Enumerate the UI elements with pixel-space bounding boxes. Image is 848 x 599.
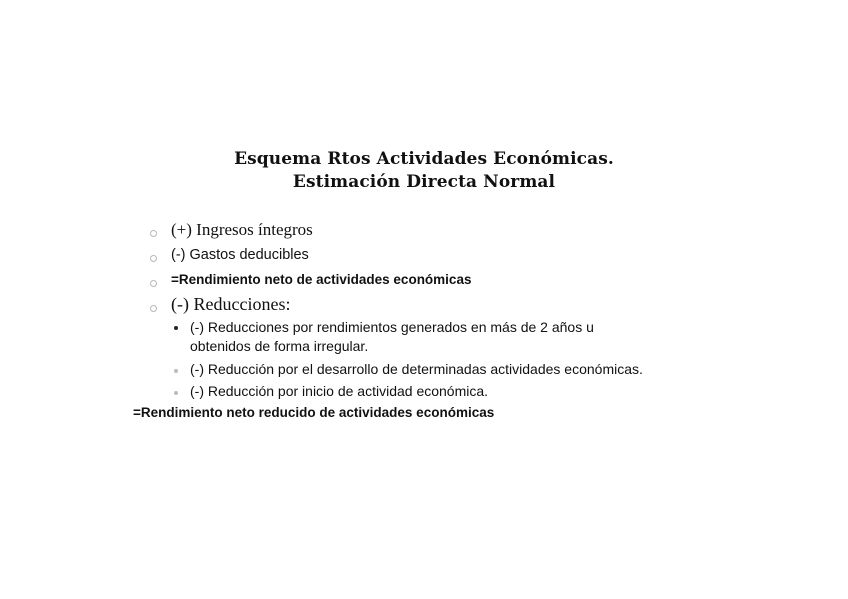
dot-bullet-icon [174, 391, 178, 395]
dot-bullet-icon [174, 369, 178, 373]
result-rendimiento-neto-reducido: =Rendimiento neto reducido de actividades económicas [133, 405, 495, 420]
title-line-1: Esquema Rtos Actividades Económicas. [234, 149, 614, 169]
list-item-gastos: (-) Gastos deducibles [171, 247, 309, 263]
circle-bullet-icon [150, 305, 157, 312]
subitem-reduccion-irregular-line1: (-) Reducciones por rendimientos generados en más de 2 años u [190, 319, 594, 335]
subitem-reduccion-desarrollo: (-) Reducción por el desarrollo de determinadas actividades económicas. [190, 361, 643, 377]
list-item-ingresos: (+) Ingresos íntegros [171, 220, 313, 239]
circle-bullet-icon [150, 280, 157, 287]
list-item-rendimiento-neto: =Rendimiento neto de actividades económicas [171, 272, 472, 287]
circle-bullet-icon [150, 255, 157, 262]
title-line-2: Estimación Directa Normal [292, 172, 556, 192]
circle-bullet-icon [150, 230, 157, 237]
dot-bullet-icon [174, 326, 178, 330]
subitem-reduccion-inicio: (-) Reducción por inicio de actividad económica. [190, 383, 489, 399]
list-item-reducciones: (-) Reducciones: [171, 294, 291, 314]
subitem-reduccion-irregular-line2: obtenidos de forma irregular. [190, 338, 369, 354]
